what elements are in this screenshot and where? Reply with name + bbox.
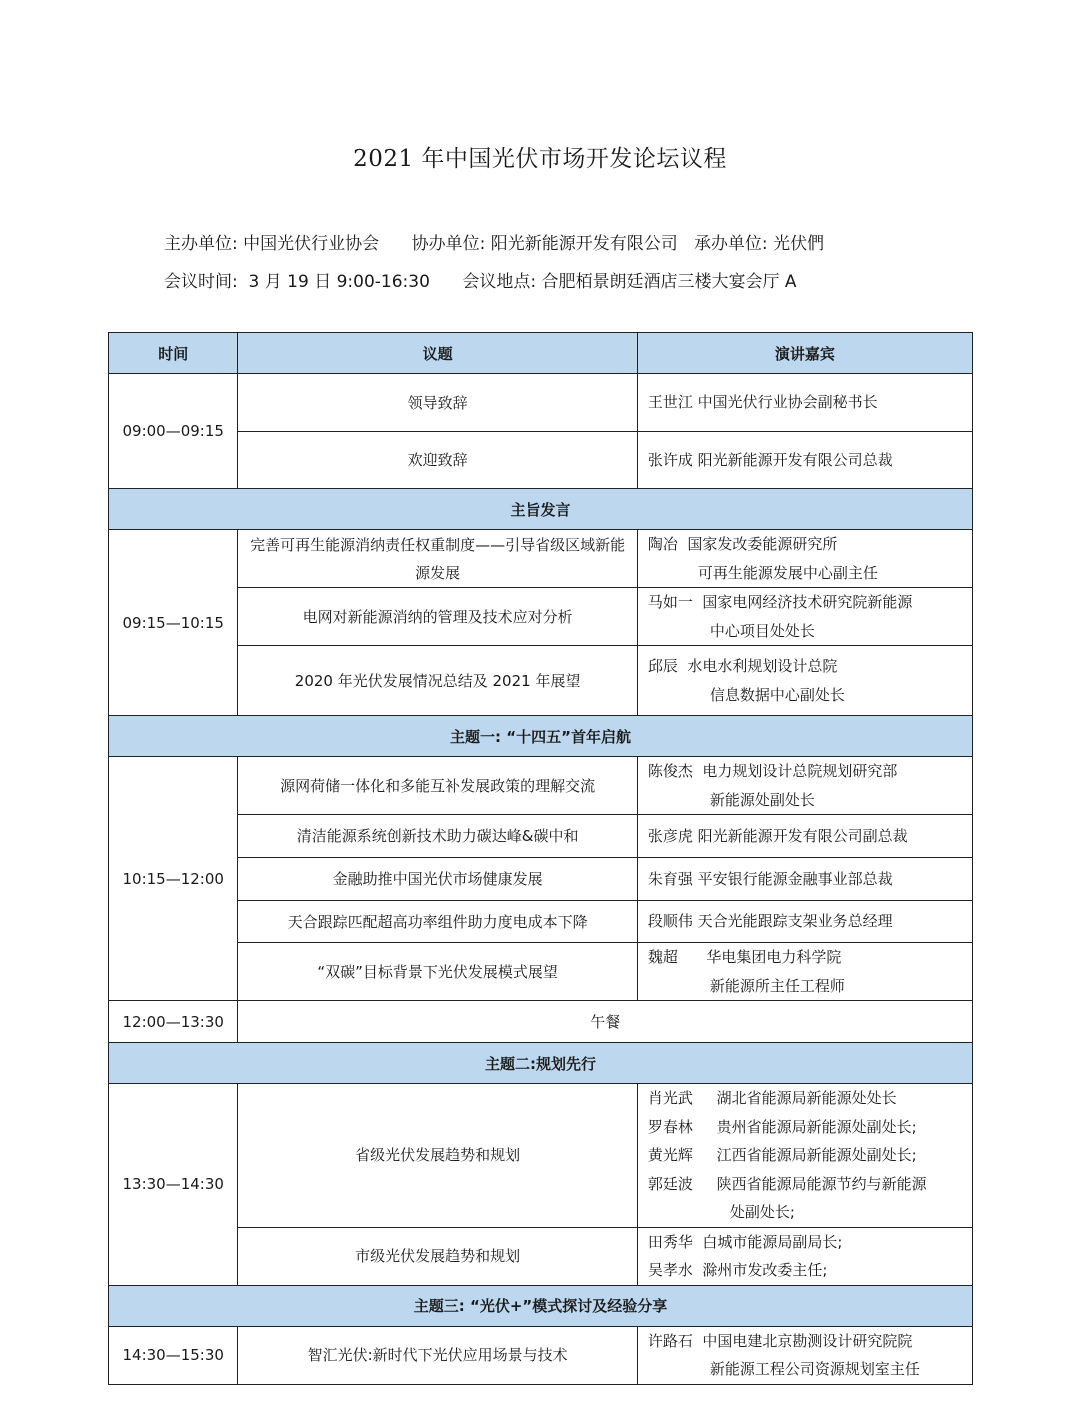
page-title: 2021 年中国光伏市场开发论坛议程 xyxy=(353,146,727,172)
speaker-cell: 张许成 阳光新能源开发有限公司总裁 xyxy=(637,432,972,489)
speaker-cell xyxy=(637,1227,972,1285)
topic-cell: 领导致辞 xyxy=(238,374,637,432)
speaker-line: 邱辰 水电水利规划设计总院 xyxy=(647,657,838,675)
table-row xyxy=(109,815,973,858)
table-row xyxy=(109,858,973,901)
host-label: 主办单位: xyxy=(164,234,238,254)
speaker-line: 罗春林 贵州省能源局新能源处副处长; xyxy=(647,1117,917,1136)
speaker-line: 可再生能源发展中心副主任 xyxy=(697,563,878,582)
organizer-value: 光伏們 xyxy=(773,234,825,254)
topic-cell: 省级光伏发展趋势和规划 xyxy=(238,1084,637,1228)
host-value: 中国光伏行业协会 xyxy=(243,234,380,254)
speaker-line: 信息数据中心副处长 xyxy=(709,685,845,704)
section-row xyxy=(109,716,973,757)
topic-cell: 欢迎致辞 xyxy=(238,432,637,489)
section-row xyxy=(109,1043,973,1084)
time-cell: 09:15—10:15 xyxy=(109,530,238,716)
speaker-cell xyxy=(637,1326,972,1384)
speaker-line: 新能源工程公司资源规划室主任 xyxy=(709,1360,920,1378)
table-row xyxy=(109,646,973,716)
speaker-cell xyxy=(637,1084,972,1228)
table-row xyxy=(109,943,973,1001)
speaker-line: 魏超 华电集团电力科学院 xyxy=(647,948,842,966)
time-cell: 12:00—13:30 xyxy=(109,1001,238,1043)
topic-cell: 天合跟踪匹配超高功率组件助力度电成本下降 xyxy=(238,901,637,943)
organizer-label: 承办单位: xyxy=(693,234,768,254)
speaker-cell: 张彦虎 阳光新能源开发有限公司副总裁 xyxy=(637,815,972,858)
speaker-line: 新能源处副处长 xyxy=(709,790,815,809)
speaker-line: 田秀华 白城市能源局副局长; xyxy=(647,1232,843,1251)
header-topic: 议题 xyxy=(238,333,637,374)
time-cell: 09:00—09:15 xyxy=(109,374,238,489)
header-speaker: 演讲嘉宾 xyxy=(637,333,972,374)
time-cell: 14:30—15:30 xyxy=(109,1326,238,1384)
section-row xyxy=(109,1285,973,1326)
speaker-cell: 段顺伟 天合光能跟踪支架业务总经理 xyxy=(637,901,972,943)
table-row xyxy=(109,1227,973,1285)
speaker-cell xyxy=(637,530,972,588)
section-title: 主题二:规划先行 xyxy=(109,1043,973,1084)
table-header-row xyxy=(109,333,973,374)
lunch-label: 午餐 xyxy=(238,1001,973,1043)
speaker-line: 新能源所主任工程师 xyxy=(709,976,845,995)
speaker-line: 处副处长; xyxy=(729,1203,795,1221)
time-label: 会议时间: xyxy=(164,272,238,292)
topic-cell: 智汇光伏:新时代下光伏应用场景与技术 xyxy=(238,1326,637,1384)
speaker-line: 陈俊杰 电力规划设计总院规划研究部 xyxy=(647,762,898,780)
topic-cell: 电网对新能源消纳的管理及技术应对分析 xyxy=(238,588,637,646)
section-title: 主题一: “十四五”首年启航 xyxy=(109,716,973,757)
time-value: 3 月 19 日 9:00-16:30 xyxy=(248,272,430,292)
topic-cell: 市级光伏发展趋势和规划 xyxy=(238,1227,637,1285)
speaker-cell xyxy=(637,646,972,716)
cohost-value: 阳光新能源开发有限公司 xyxy=(490,234,678,254)
table-row xyxy=(109,530,973,588)
table-row xyxy=(109,432,973,489)
section-title: 主旨发言 xyxy=(109,489,973,530)
table-row xyxy=(109,1326,973,1384)
table-row xyxy=(109,757,973,815)
lunch-row xyxy=(109,1001,973,1043)
venue-label: 会议地点: xyxy=(462,272,537,292)
topic-cell: “双碳”目标背景下光伏发展模式展望 xyxy=(238,943,637,1001)
speaker-line: 郭廷波 陕西省能源局能源节约与新能源 xyxy=(647,1174,927,1193)
speaker-line: 吴孝水 滁州市发改委主任; xyxy=(647,1261,828,1279)
speaker-line: 肖光武 湖北省能源局新能源处处长 xyxy=(647,1089,897,1107)
speaker-cell xyxy=(637,757,972,815)
speaker-line: 黄光辉 江西省能源局新能源处副处长; xyxy=(647,1146,917,1164)
cohost-label: 协办单位: xyxy=(411,234,486,254)
topic-cell: 清洁能源系统创新技术助力碳达峰&碳中和 xyxy=(238,815,637,858)
topic-cell: 源网荷储一体化和多能互补发展政策的理解交流 xyxy=(238,757,637,815)
speaker-cell: 王世江 中国光伏行业协会副秘书长 xyxy=(637,374,972,432)
table-row xyxy=(109,588,973,646)
time-cell: 10:15—12:00 xyxy=(109,757,238,1001)
organizers-line xyxy=(164,229,824,254)
topic-cell: 2020 年光伏发展情况总结及 2021 年展望 xyxy=(238,646,637,716)
venue-value: 合肥栢景朗廷酒店三楼大宴会厅 A xyxy=(541,272,797,292)
time-cell: 13:30—14:30 xyxy=(109,1084,238,1286)
table-row xyxy=(109,1084,973,1228)
speaker-cell xyxy=(637,588,972,646)
time-venue-line xyxy=(164,267,797,292)
topic-cell: 完善可再生能源消纳责任权重制度——引导省级区域新能源发展 xyxy=(238,530,637,588)
agenda-table xyxy=(108,332,973,1385)
speaker-cell xyxy=(637,943,972,1001)
speaker-line: 许路石 中国电建北京勘测设计研究院院 xyxy=(647,1331,913,1350)
table-row xyxy=(109,374,973,432)
speaker-line: 陶冶 国家发改委能源研究所 xyxy=(647,535,838,553)
speaker-cell: 朱育强 平安银行能源金融事业部总裁 xyxy=(637,858,972,901)
section-title: 主题三: “光伏+”模式探讨及经验分享 xyxy=(109,1285,973,1326)
speaker-line: 中心项目处处长 xyxy=(709,621,815,640)
header-time: 时间 xyxy=(109,333,238,374)
section-row xyxy=(109,489,973,530)
speaker-line: 马如一 国家电网经济技术研究院新能源 xyxy=(647,593,913,611)
topic-cell: 金融助推中国光伏市场健康发展 xyxy=(238,858,637,901)
table-row xyxy=(109,901,973,943)
